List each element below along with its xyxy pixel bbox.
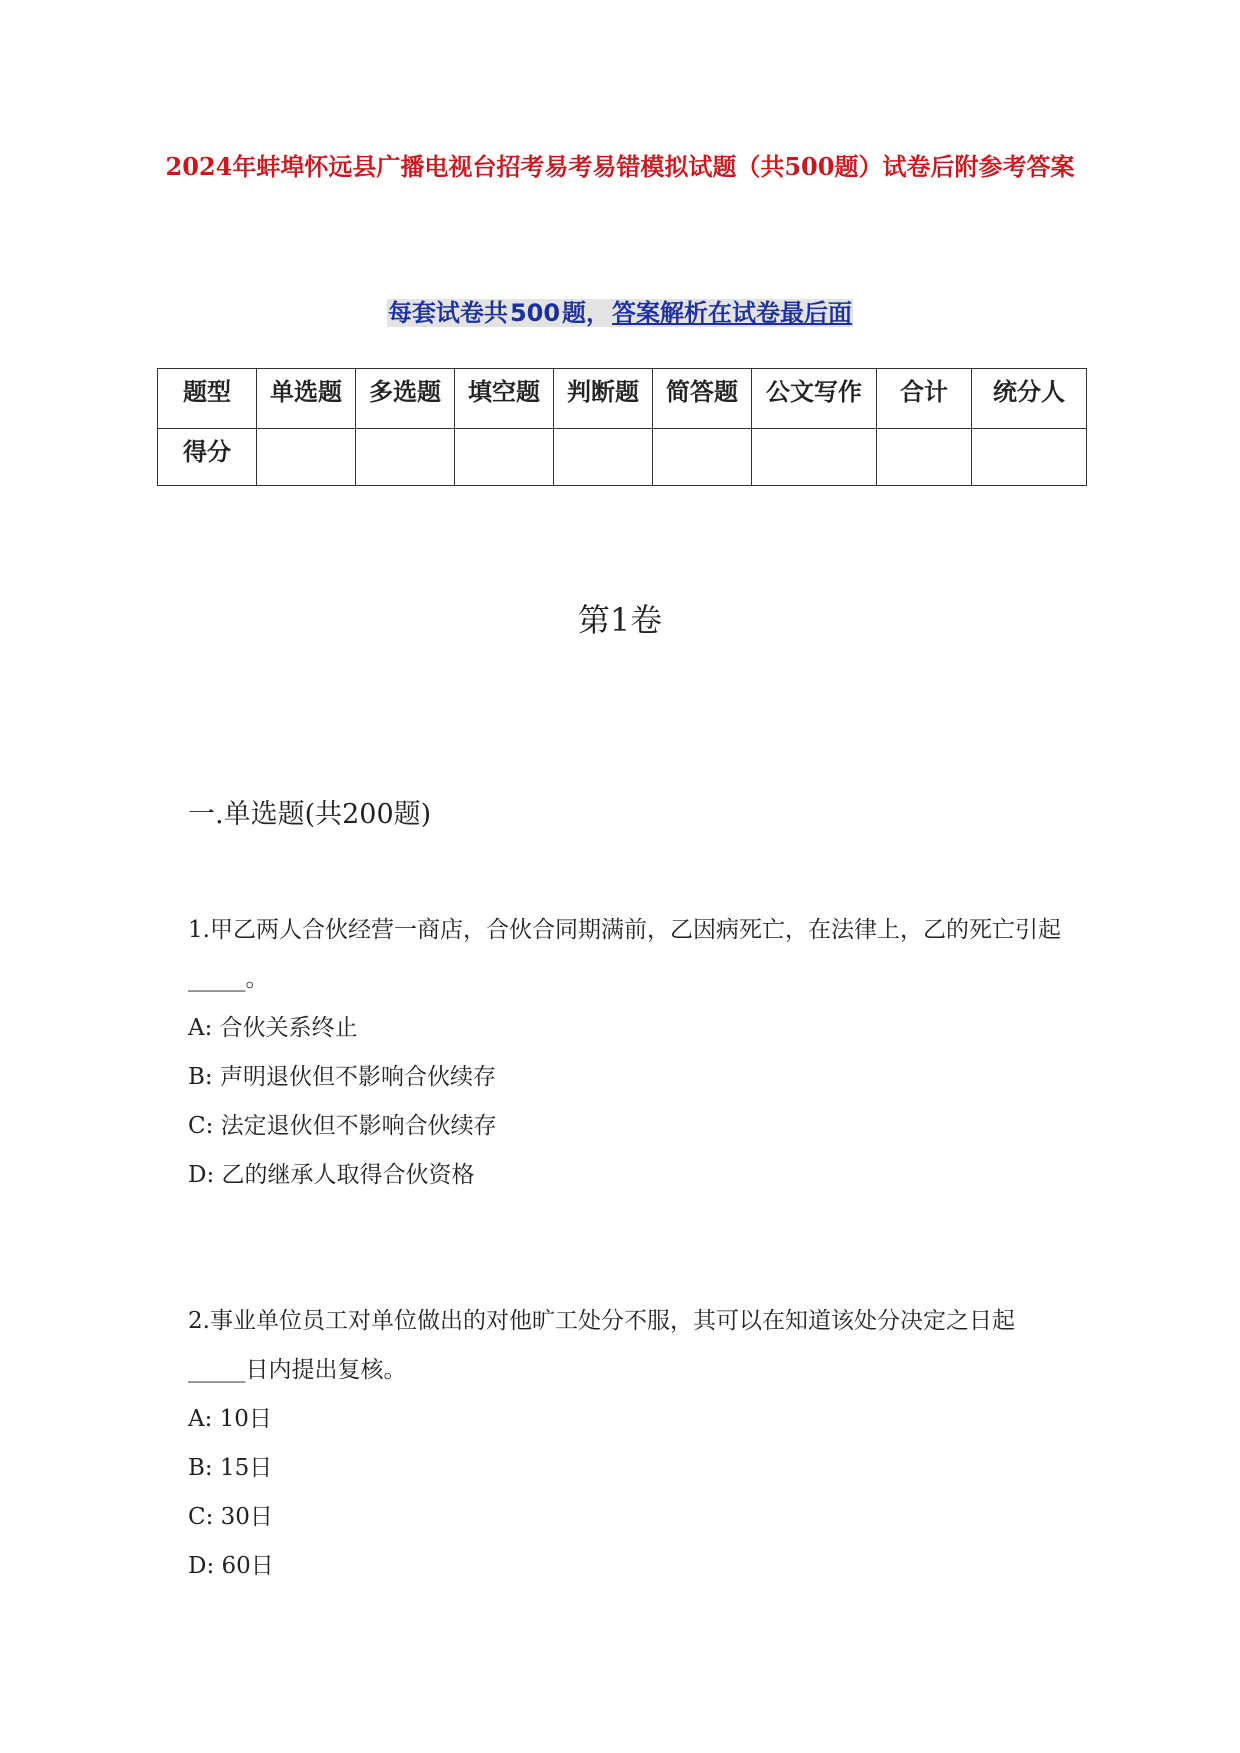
option-b: B: 15日 (188, 1455, 273, 1481)
header-cell: 填空题 (455, 369, 554, 429)
score-cell[interactable] (455, 429, 554, 486)
question-stem: 2.事业单位员工对单位做出的对他旷工处分不服，其可以在知道该处分决定之日起_____日内提出复核。 (188, 1308, 1015, 1383)
question-1 (188, 906, 1068, 1200)
option-d: D: 乙的继承人取得合伙资格 (188, 1162, 475, 1188)
option-b: B: 声明退伙但不影响合伙续存 (188, 1064, 496, 1090)
subtitle-note (0, 293, 1240, 328)
score-cell[interactable] (257, 429, 356, 486)
section-title: 一.单选题(共200题) (188, 799, 432, 830)
option-c: C: 30日 (188, 1504, 273, 1530)
score-cell[interactable] (877, 429, 972, 486)
subtitle-part1: 每套试卷共 (387, 299, 508, 327)
question-stem: 1.甲乙两人合伙经营一商店，合伙合同期满前，乙因病死亡，在法律上，乙的死亡引起_____。 (188, 917, 1061, 992)
score-cell[interactable] (653, 429, 752, 486)
score-cell[interactable] (752, 429, 877, 486)
header-cell: 多选题 (356, 369, 455, 429)
score-cell[interactable] (356, 429, 455, 486)
score-cell[interactable] (554, 429, 653, 486)
header-cell: 单选题 (257, 369, 356, 429)
header-cell: 简答题 (653, 369, 752, 429)
header-cell: 题型 (158, 369, 257, 429)
header-cell: 判断题 (554, 369, 653, 429)
header-cell: 公文写作 (752, 369, 877, 429)
option-d: D: 60日 (188, 1553, 274, 1579)
question-2 (188, 1297, 1068, 1591)
option-c: C: 法定退伙但不影响合伙续存 (188, 1113, 497, 1139)
document-title: 2024年蚌埠怀远县广播电视台招考易考易错模拟试题（共500题）试卷后附参考答案 (165, 152, 1075, 181)
header-cell: 统分人 (972, 369, 1087, 429)
score-table (157, 368, 1087, 486)
score-cell[interactable] (972, 429, 1087, 486)
volume-title: 第1卷 (577, 601, 663, 639)
subtitle-part2: 题， (562, 299, 611, 327)
option-a: A: 合伙关系终止 (188, 1015, 358, 1041)
subtitle-count: 500 (509, 299, 561, 327)
score-row-label: 得分 (158, 429, 257, 486)
option-a: A: 10日 (188, 1406, 272, 1432)
header-cell: 合计 (877, 369, 972, 429)
answer-link[interactable]: 答案解析在试卷最后面 (612, 299, 853, 327)
